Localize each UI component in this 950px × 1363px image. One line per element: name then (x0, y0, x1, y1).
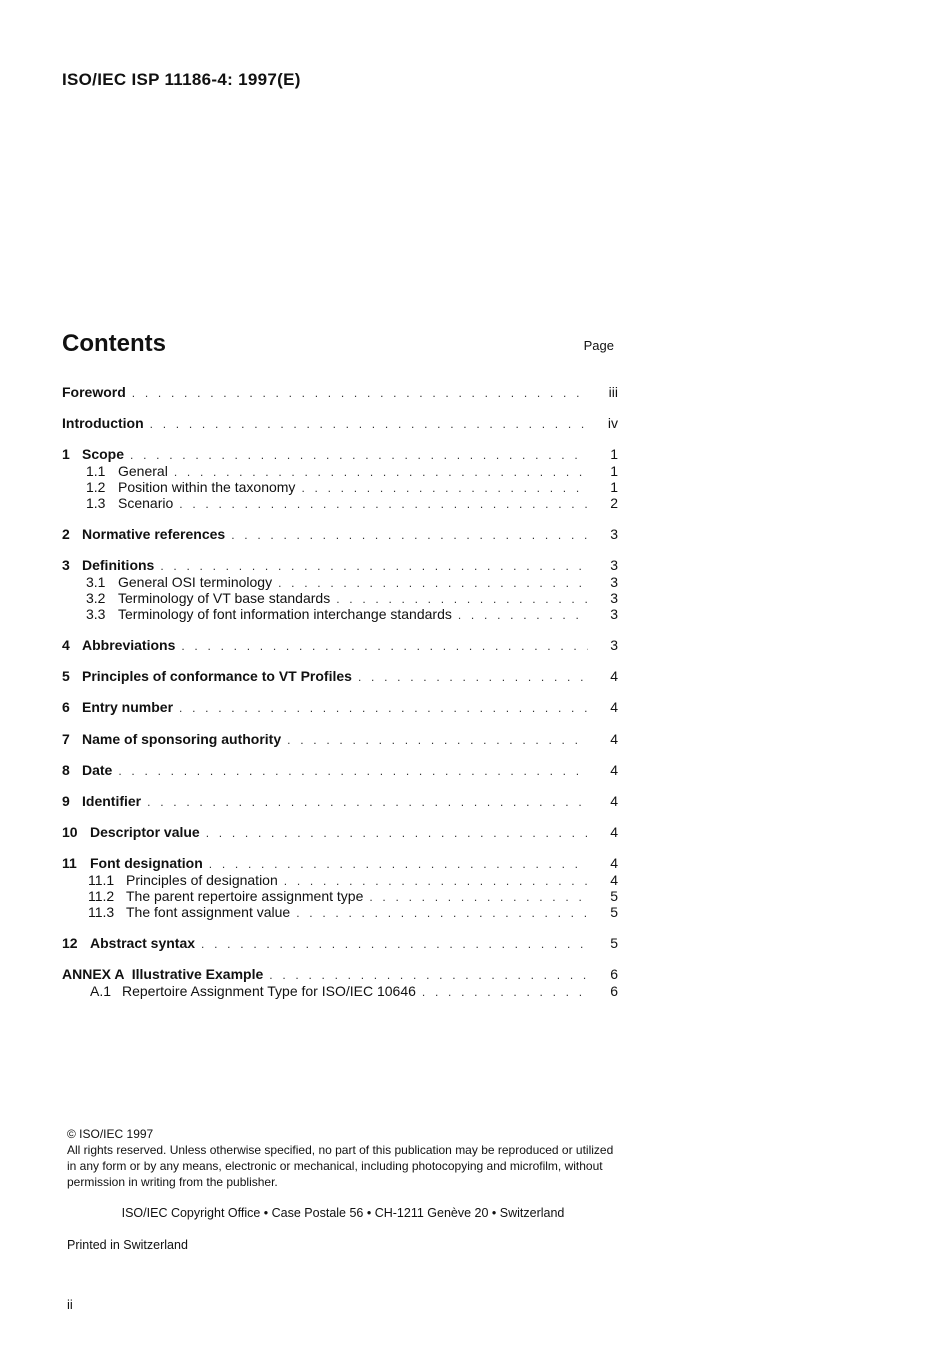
toc-entry-page: 3 (610, 605, 618, 622)
leader-dots (369, 889, 588, 905)
leader-dots (174, 464, 588, 480)
toc-entry-title: Foreword (62, 384, 126, 400)
toc-entry-number: 5 (62, 668, 70, 685)
toc-entry-title: Abbreviations (82, 637, 176, 654)
page-number: ii (67, 1297, 73, 1312)
toc-entry-page: 4 (610, 730, 618, 747)
toc-group-12 (62, 935, 618, 951)
toc-entry-1-3[interactable] (62, 495, 618, 511)
toc-entry-title: Abstract syntax (90, 935, 196, 952)
toc-entry-1-1[interactable] (62, 463, 618, 479)
toc-entry-title: Position within the taxonomy (118, 478, 296, 495)
toc-entry-8[interactable] (62, 762, 618, 778)
leader-dots (209, 856, 588, 872)
toc-entry-foreword[interactable] (62, 384, 618, 400)
toc-entry-page: 5 (610, 887, 618, 904)
toc-entry-3-1[interactable] (62, 574, 618, 590)
toc-entry-annex-a[interactable] (62, 966, 618, 982)
toc-entry-title: General (118, 462, 168, 479)
toc-entry-page: 3 (610, 557, 618, 574)
toc-entry-page: 3 (610, 573, 618, 590)
toc-entry-title: Repertoire Assignment Type for ISO/IEC 10646 (122, 982, 416, 999)
toc-entry-page: 3 (610, 589, 618, 606)
leader-dots (336, 591, 588, 607)
toc-entry-title: Descriptor value (90, 824, 200, 841)
leader-dots (201, 936, 588, 952)
toc-entry-number: 2 (62, 526, 70, 543)
toc-entry-10[interactable] (62, 824, 618, 840)
toc-entry-page: 1 (610, 462, 618, 479)
leader-dots (278, 575, 588, 591)
toc-entry-title: Principles of conformance to VT Profiles (82, 668, 352, 685)
leader-dots (358, 669, 588, 685)
toc-group-10 (62, 824, 618, 840)
toc-group-7 (62, 731, 618, 747)
toc-entry-number: 11.3 (88, 903, 115, 920)
toc-entry-number: 11.1 (88, 871, 115, 888)
toc-group-5 (62, 668, 618, 684)
toc-entry-number: 1.2 (86, 478, 106, 495)
toc-entry-page: 3 (610, 637, 618, 654)
leader-dots (301, 480, 588, 496)
toc-entry-page: 4 (610, 871, 618, 888)
toc-entry-title: Entry number (82, 699, 174, 716)
toc-entry-number: 3 (62, 557, 70, 574)
toc-group-4 (62, 637, 618, 653)
toc-entry-annex-a-1[interactable] (62, 983, 618, 999)
toc-group-annex-a (62, 966, 618, 998)
table-of-contents (62, 384, 618, 1014)
toc-entry-1-2[interactable] (62, 479, 618, 495)
toc-entry-page: 4 (610, 668, 618, 685)
toc-entry-title: Scenario (118, 494, 174, 511)
toc-entry-title: Terminology of VT base standards (118, 589, 331, 606)
leader-dots (132, 385, 588, 401)
leader-dots (179, 496, 588, 512)
toc-entry-title: Introduction (62, 415, 144, 432)
toc-group-1 (62, 446, 618, 511)
toc-entry-page: 1 (610, 478, 618, 495)
toc-entry-3[interactable] (62, 557, 618, 573)
toc-entry-6[interactable] (62, 699, 618, 715)
toc-entry-page: iii (608, 384, 618, 400)
toc-entry-11-2[interactable] (62, 888, 618, 904)
toc-entry-7[interactable] (62, 731, 618, 747)
rights-statement: All rights reserved. Unless otherwise specified, no part of this publication may be reproduced or utilized in any form or by any means, electronic or mechanical, including photocopying and microfilm, without permission in writing from the publisher. (67, 1143, 614, 1189)
toc-entry-number: 6 (62, 699, 70, 716)
toc-group-3 (62, 557, 618, 622)
leader-dots (231, 527, 588, 543)
toc-entry-12[interactable] (62, 935, 618, 951)
toc-entry-page: 4 (610, 855, 618, 872)
toc-entry-11-3[interactable] (62, 904, 618, 920)
toc-entry-page: 6 (610, 982, 618, 999)
toc-entry-number: 8 (62, 761, 70, 778)
toc-entry-11[interactable] (62, 855, 618, 871)
toc-group-2 (62, 526, 618, 542)
leader-dots (118, 763, 588, 779)
toc-entry-title: ANNEX A Illustrative Example (62, 966, 264, 983)
toc-entry-page: 5 (610, 903, 618, 920)
contents-title: Contents (62, 330, 166, 357)
leader-dots (458, 607, 588, 623)
toc-group-9 (62, 793, 618, 809)
toc-entry-title: Name of sponsoring authority (82, 730, 282, 747)
toc-entry-title: Normative references (82, 526, 226, 543)
toc-entry-introduction[interactable] (62, 415, 618, 431)
toc-entry-3-2[interactable] (62, 590, 618, 606)
toc-entry-number: 9 (62, 793, 70, 809)
toc-entry-title: Principles of designation (126, 871, 278, 888)
toc-entry-page: 3 (610, 526, 618, 543)
toc-entry-1[interactable] (62, 446, 618, 462)
toc-group-foreword (62, 384, 618, 400)
toc-entry-11-1[interactable] (62, 872, 618, 888)
toc-entry-number: 3.1 (86, 573, 106, 590)
toc-entry-title: Date (82, 761, 113, 778)
toc-entry-number: 11 (62, 855, 77, 872)
toc-entry-number: 1.3 (86, 494, 106, 511)
toc-entry-number: 3.2 (86, 589, 106, 606)
toc-entry-title: Terminology of font information interchange standards (118, 605, 452, 622)
leader-dots (179, 700, 588, 716)
toc-entry-number: 1.1 (86, 462, 106, 479)
toc-entry-title: The parent repertoire assignment type (126, 887, 364, 904)
toc-entry-title: Scope (82, 446, 125, 463)
toc-entry-number: A.1 (90, 982, 112, 999)
toc-entry-3-3[interactable] (62, 606, 618, 622)
leader-dots (147, 794, 588, 810)
leader-dots (284, 873, 588, 889)
leader-dots (160, 558, 588, 574)
printed-in: Printed in Switzerland (67, 1238, 188, 1252)
toc-entry-9[interactable] (62, 793, 618, 809)
leader-dots (181, 638, 588, 654)
toc-entry-number: 10 (62, 824, 78, 841)
toc-entry-title: Identifier (82, 793, 142, 809)
toc-entry-page: 4 (610, 699, 618, 716)
toc-entry-page: 4 (610, 761, 618, 778)
toc-entry-number: 1 (62, 446, 70, 463)
leader-dots (287, 732, 588, 748)
toc-group-8 (62, 762, 618, 778)
leader-dots (130, 447, 588, 463)
toc-group-introduction (62, 415, 618, 431)
toc-entry-number: 12 (62, 935, 78, 952)
document-id-header: ISO/IEC ISP 11186-4: 1997(E) (62, 70, 301, 89)
toc-entry-5[interactable] (62, 668, 618, 684)
toc-entry-title: Definitions (82, 557, 155, 574)
toc-entry-page: 5 (610, 935, 618, 952)
copyright-line: © ISO/IEC 1997 (67, 1127, 154, 1141)
toc-entry-title: Font designation (90, 855, 203, 872)
toc-entry-page: 1 (610, 446, 618, 463)
toc-entry-4[interactable] (62, 637, 618, 653)
toc-entry-page: iv (607, 415, 618, 432)
toc-entry-page: 4 (610, 824, 618, 841)
toc-entry-number: 3.3 (86, 605, 106, 622)
leader-dots (206, 825, 588, 841)
copyright-office-address: ISO/IEC Copyright Office • Case Postale 56 • CH-1211 Genève 20 • Switzerland (121, 1206, 565, 1220)
copyright-notice (67, 1126, 619, 1190)
toc-entry-2[interactable] (62, 526, 618, 542)
leader-dots (150, 416, 588, 432)
leader-dots (269, 967, 588, 983)
toc-entry-number: 7 (62, 730, 70, 747)
page-column-label: Page (583, 338, 614, 353)
toc-entry-number: 4 (62, 637, 70, 654)
toc-group-6 (62, 699, 618, 715)
toc-entry-title: General OSI terminology (118, 573, 273, 590)
leader-dots (422, 984, 588, 1000)
toc-entry-page: 4 (610, 793, 618, 809)
toc-group-11 (62, 855, 618, 920)
toc-entry-title: The font assignment value (126, 903, 291, 920)
toc-entry-number: 11.2 (88, 887, 115, 904)
toc-entry-page: 2 (610, 494, 618, 511)
leader-dots (296, 905, 588, 921)
toc-entry-page: 6 (610, 966, 618, 983)
